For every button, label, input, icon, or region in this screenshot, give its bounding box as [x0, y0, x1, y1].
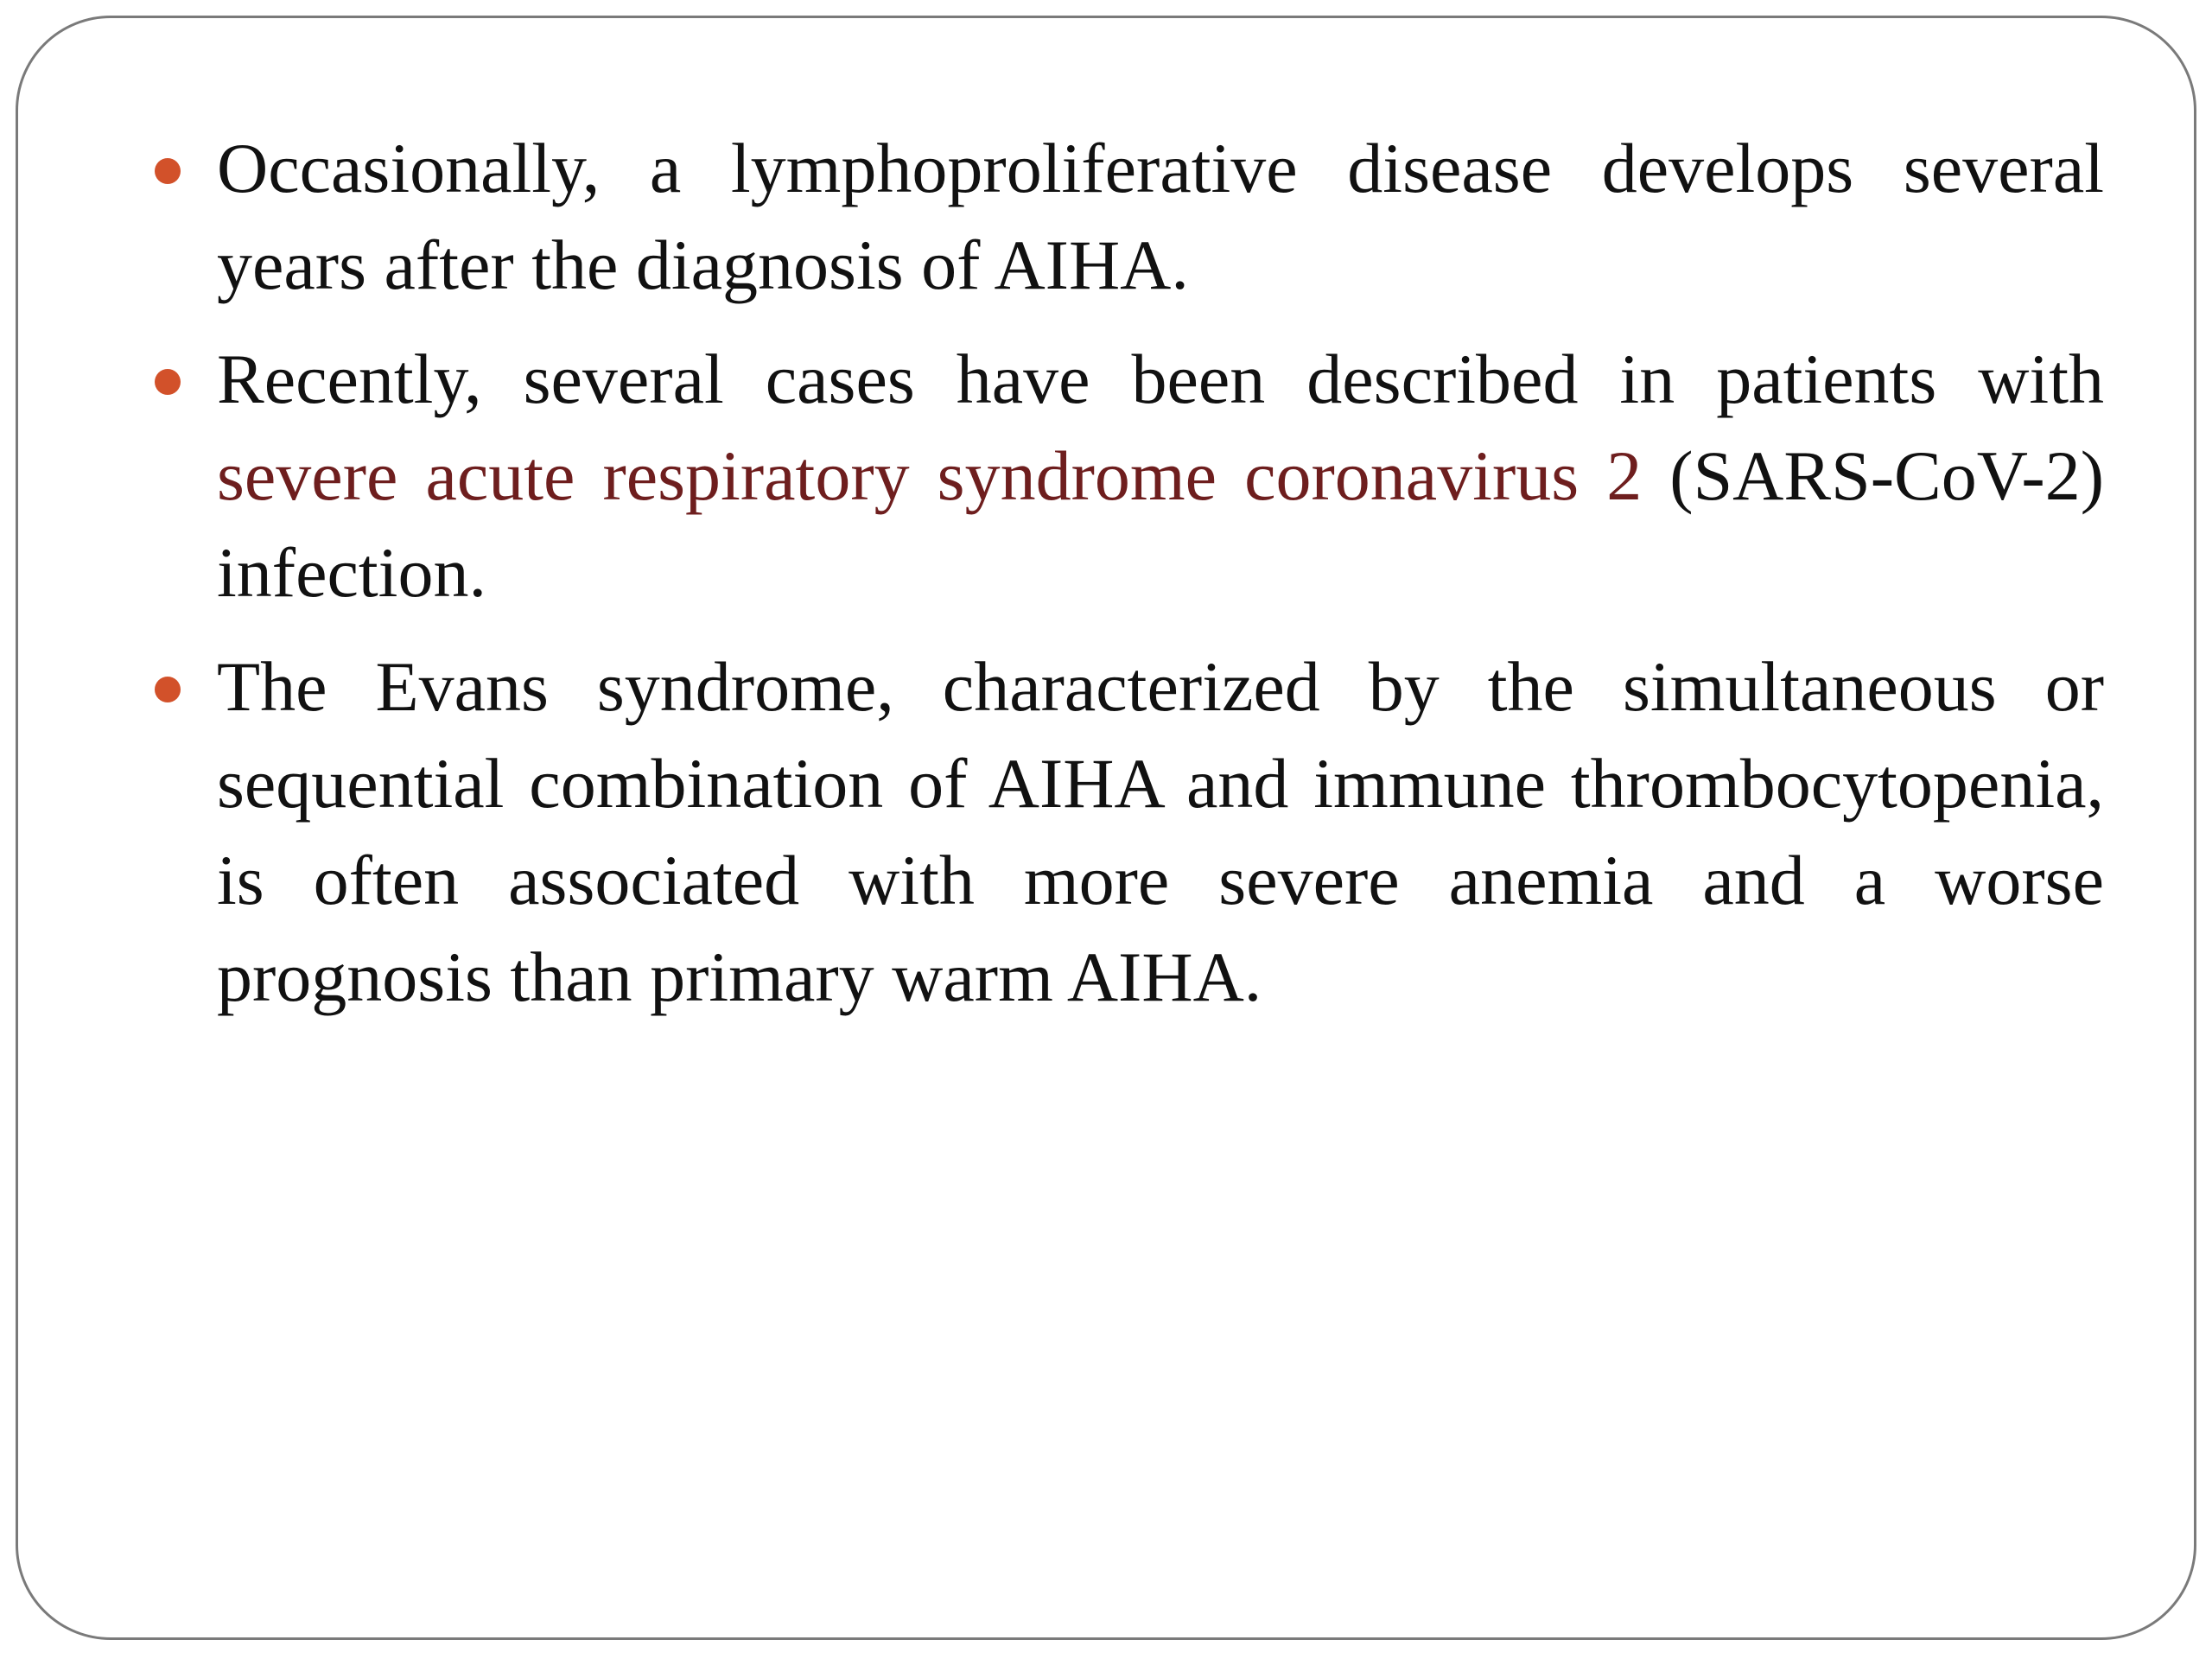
bullet-text-after: (SARS-CoV-2) infection.	[217, 436, 2104, 612]
bullet-text: Occasionally, a lymphoproliferative disease develops several years after the diagnosis of AIHA.	[217, 129, 2104, 304]
bullet-dot-icon	[155, 158, 181, 184]
bullet-list	[217, 120, 2104, 1026]
bullet-item-sars-cov-2	[217, 331, 2104, 621]
bullet-dot-icon	[155, 677, 181, 702]
bullet-item-evans-syndrome	[217, 639, 2104, 1026]
slide-content	[217, 120, 2104, 1043]
slide-frame	[16, 16, 2196, 1640]
highlighted-term: severe acute respiratory syndrome coronavirus 2	[217, 436, 1643, 515]
bullet-dot-icon	[155, 369, 181, 395]
bullet-item-lymphoproliferative	[217, 120, 2104, 314]
bullet-text: The Evans syndrome, characterized by the simultaneous or sequential combination of AIHA and immune thrombocytopenia, is often associated with more severe anemia and a worse prognosis than primary warm AIHA.	[217, 647, 2104, 1016]
bullet-text-before: Recently, several cases have been described in patients with	[217, 340, 2104, 418]
